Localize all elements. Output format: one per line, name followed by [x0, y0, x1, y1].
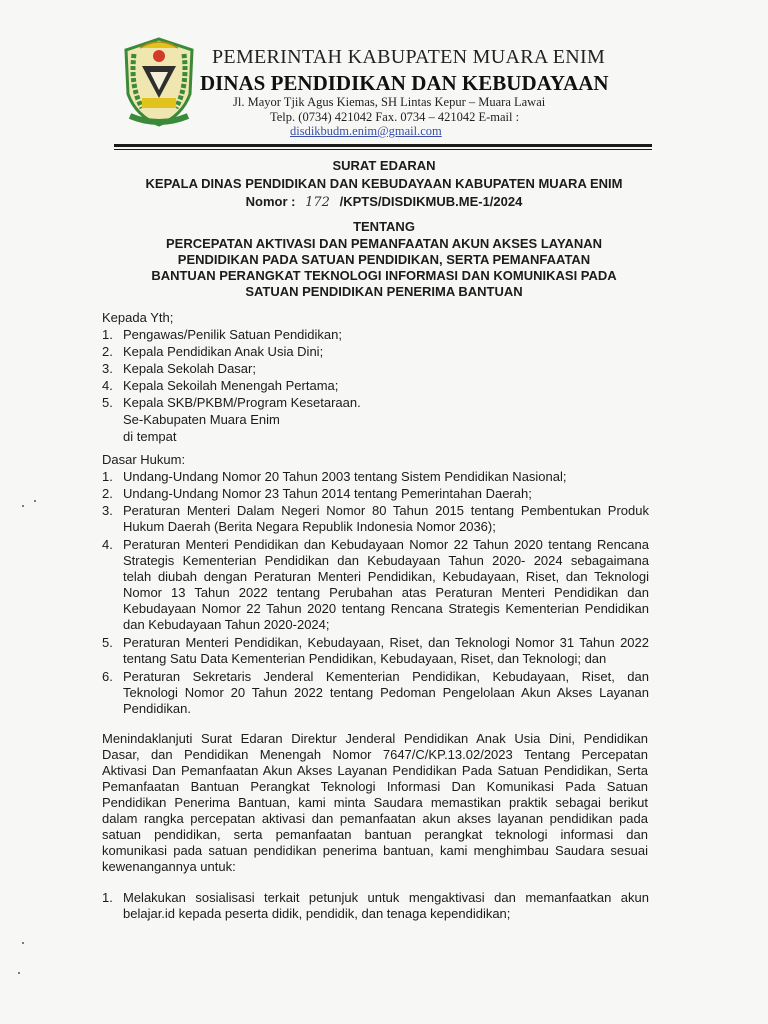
- text-line: Peraturan Menteri Dalam Negeri Nomor 80 Tahun 2015 tentang Pembentukan Produk: [123, 503, 649, 518]
- letterhead-divider-thick: [114, 144, 652, 147]
- text-line: Nomor 13 Tahun 2022 tentang Perubahan atas Peraturan Menteri Pendidikan dan: [123, 585, 649, 600]
- text-line: Aktivasi Dan Pemanfaatan Akun Akses Layanan Pendidikan Pada Satuan Pendidikan, Serta: [102, 763, 648, 778]
- text-line: belajar.id kepada peserta didik, pendidik, dan tenaga kependidikan;: [123, 906, 511, 921]
- recipient-item: Kepala Sekolah Dasar;: [123, 361, 256, 376]
- recipient-item: Kepala Sekoilah Menengah Pertama;: [123, 378, 339, 393]
- scan-speck: [22, 505, 24, 507]
- text-line: Melakukan sosialisasi terkait petunjuk untuk mengaktivasi dan memanfaatkan akun: [123, 890, 649, 905]
- legal-basis-item: [123, 503, 649, 535]
- list-number: 2.: [102, 486, 113, 501]
- text-line: Undang-Undang Nomor 20 Tahun 2003 tentang Sistem Pendidikan Nasional;: [123, 469, 567, 484]
- text-line: dan Kebudayaan Tahun 2020-2024;: [123, 617, 330, 632]
- recipient-region: Se-Kabupaten Muara Enim: [123, 412, 280, 427]
- recipient-item: Pengawas/Penilik Satuan Pendidikan;: [123, 327, 342, 342]
- letterhead-divider-thin: [114, 149, 652, 150]
- list-number: 4.: [102, 537, 113, 552]
- text-line: dalam rangka percepatan aktivasi dan pemanfaatan akun akses layanan pendidikan pada: [102, 811, 648, 826]
- text-line: Pendidikan.: [123, 701, 191, 716]
- text-line: Peraturan Menteri Pendidikan, Kebudayaan, Riset, dan Teknologi Nomor 31 Tahun 2022: [123, 635, 649, 650]
- text-line: telah diubah dengan Peraturan Menteri Pendidikan, Kebudayaan, Riset, dan Teknologi: [123, 569, 649, 584]
- recipient-place: di tempat: [123, 429, 177, 444]
- text-line: Dasar, dan Pendidikan Menengah Nomor 7647/C/KP.13.02/2023 Tentang Percepatan: [102, 747, 648, 762]
- scan-speck: [34, 500, 36, 502]
- office-address: Jl. Mayor Tjik Agus Kiemas, SH Lintas Kepur – Muara Lawai: [233, 95, 546, 109]
- text-line: Teknologi Nomor 20 Tahun 2022 tentang Pedoman Pengelolaan Akun Akses Layanan: [123, 685, 649, 700]
- recipient-item: Kepala SKB/PKBM/Program Kesetaraan.: [123, 395, 361, 410]
- text-line: Pendidikan Penerima Bantuan, kami minta Saudara memastikan praktik sebagai berikut: [102, 795, 648, 810]
- body-paragraph: [102, 731, 648, 875]
- circular-title: SURAT EDARAN: [332, 158, 436, 173]
- office-telephone: Telp. (0734) 421042 Fax. 0734 – 421042 E-mail :: [270, 110, 520, 124]
- text-line: Hukum Daerah (Berita Negara Republik Indonesia Nomor 2036);: [123, 519, 496, 534]
- text-line: Peraturan Sekretaris Jenderal Kementerian Pendidikan, Kebudayaan, Riset, dan: [123, 669, 649, 684]
- regency-emblem-logo: [120, 36, 198, 128]
- legal-basis-item: [123, 469, 649, 485]
- handwritten-number: 172: [305, 195, 330, 210]
- subject-line: PERCEPATAN AKTIVASI DAN PEMANFAATAN AKUN AKSES LAYANAN: [165, 236, 602, 251]
- list-number: 1.: [102, 890, 113, 905]
- text-line: satuan pendidikan, serta pemanfaatan bantuan perangkat teknologi informasi dan: [102, 827, 648, 842]
- text-line: Pemanfaatan Bantuan Perangkat Teknologi Informasi Dan Komunikasi Pada Satuan: [102, 779, 648, 794]
- list-number: 1.: [102, 327, 113, 342]
- text-line: Kebudayaan Nomor 22 Tahun 2020 tentang Rencana Strategis Kementerian Pendidikan: [123, 601, 649, 616]
- subject-line: SATUAN PENDIDIKAN PENERIMA BANTUAN: [245, 284, 523, 299]
- text-line: tentang Satu Data Kementerian Pendidikan, Kebudayaan, Riset, dan Teknologi; dan: [123, 651, 607, 666]
- text-line: Undang-Undang Nomor 23 Tahun 2014 tentang Pemerintahan Daerah;: [123, 486, 532, 501]
- scan-speck: [22, 942, 24, 944]
- legal-basis-item: [123, 486, 649, 502]
- nomor-label: Nomor :: [245, 194, 296, 209]
- nomor-suffix: /KPTS/DISDIKMUB.ME-1/2024: [339, 194, 523, 209]
- list-number: 6.: [102, 669, 113, 684]
- list-number: 1.: [102, 469, 113, 484]
- recipient-item: Kepala Pendidikan Anak Usia Dini;: [123, 344, 324, 359]
- text-line: Menindaklanjuti Surat Edaran Direktur Jenderal Pendidikan Anak Usia Dini, Pendidikan: [102, 731, 648, 746]
- government-name: PEMERINTAH KABUPATEN MUARA ENIM: [212, 46, 606, 68]
- list-number: 2.: [102, 344, 113, 359]
- text-line: komunikasi pada satuan pendidikan penerima bantuan, kami menghimbau Saudara sesuai: [102, 843, 648, 858]
- text-line: Peraturan Menteri Pendidikan dan Kebudayaan Nomor 22 Tahun 2020 tentang Rencana: [123, 537, 649, 552]
- department-name: DINAS PENDIDIKAN DAN KEBUDAYAAN: [200, 71, 609, 95]
- list-number: 4.: [102, 378, 113, 393]
- letter-number: [100, 194, 668, 210]
- list-number: 3.: [102, 361, 113, 376]
- scan-speck: [18, 972, 20, 974]
- text-line: kewenangannya untuk:: [102, 859, 236, 874]
- list-number: 5.: [102, 395, 113, 410]
- list-number: 3.: [102, 503, 113, 518]
- legal-basis-item: [123, 669, 649, 717]
- list-number: 5.: [102, 635, 113, 650]
- issuer-line: KEPALA DINAS PENDIDIKAN DAN KEBUDAYAAN KABUPATEN MUARA ENIM: [145, 176, 623, 191]
- instruction-item: [123, 890, 649, 922]
- subject-line: BANTUAN PERANGKAT TEKNOLOGI INFORMASI DAN KOMUNIKASI PADA: [151, 268, 617, 283]
- email-link[interactable]: disdikbudm.enim@gmail.com: [290, 124, 442, 138]
- subject-line: PENDIDIKAN PADA SATUAN PENDIDIKAN, SERTA PEMANFAATAN: [177, 252, 591, 267]
- text-line: Strategis Kementerian Pendidikan dan Kebudayaan Tahun 2020- 2024 sebagaimana: [123, 553, 649, 568]
- legal-basis-item: [123, 635, 649, 667]
- legal-basis-label: Dasar Hukum:: [102, 452, 186, 467]
- legal-basis-item: [123, 537, 649, 633]
- tentang-label: TENTANG: [353, 219, 415, 234]
- salutation: Kepada Yth;: [102, 310, 174, 325]
